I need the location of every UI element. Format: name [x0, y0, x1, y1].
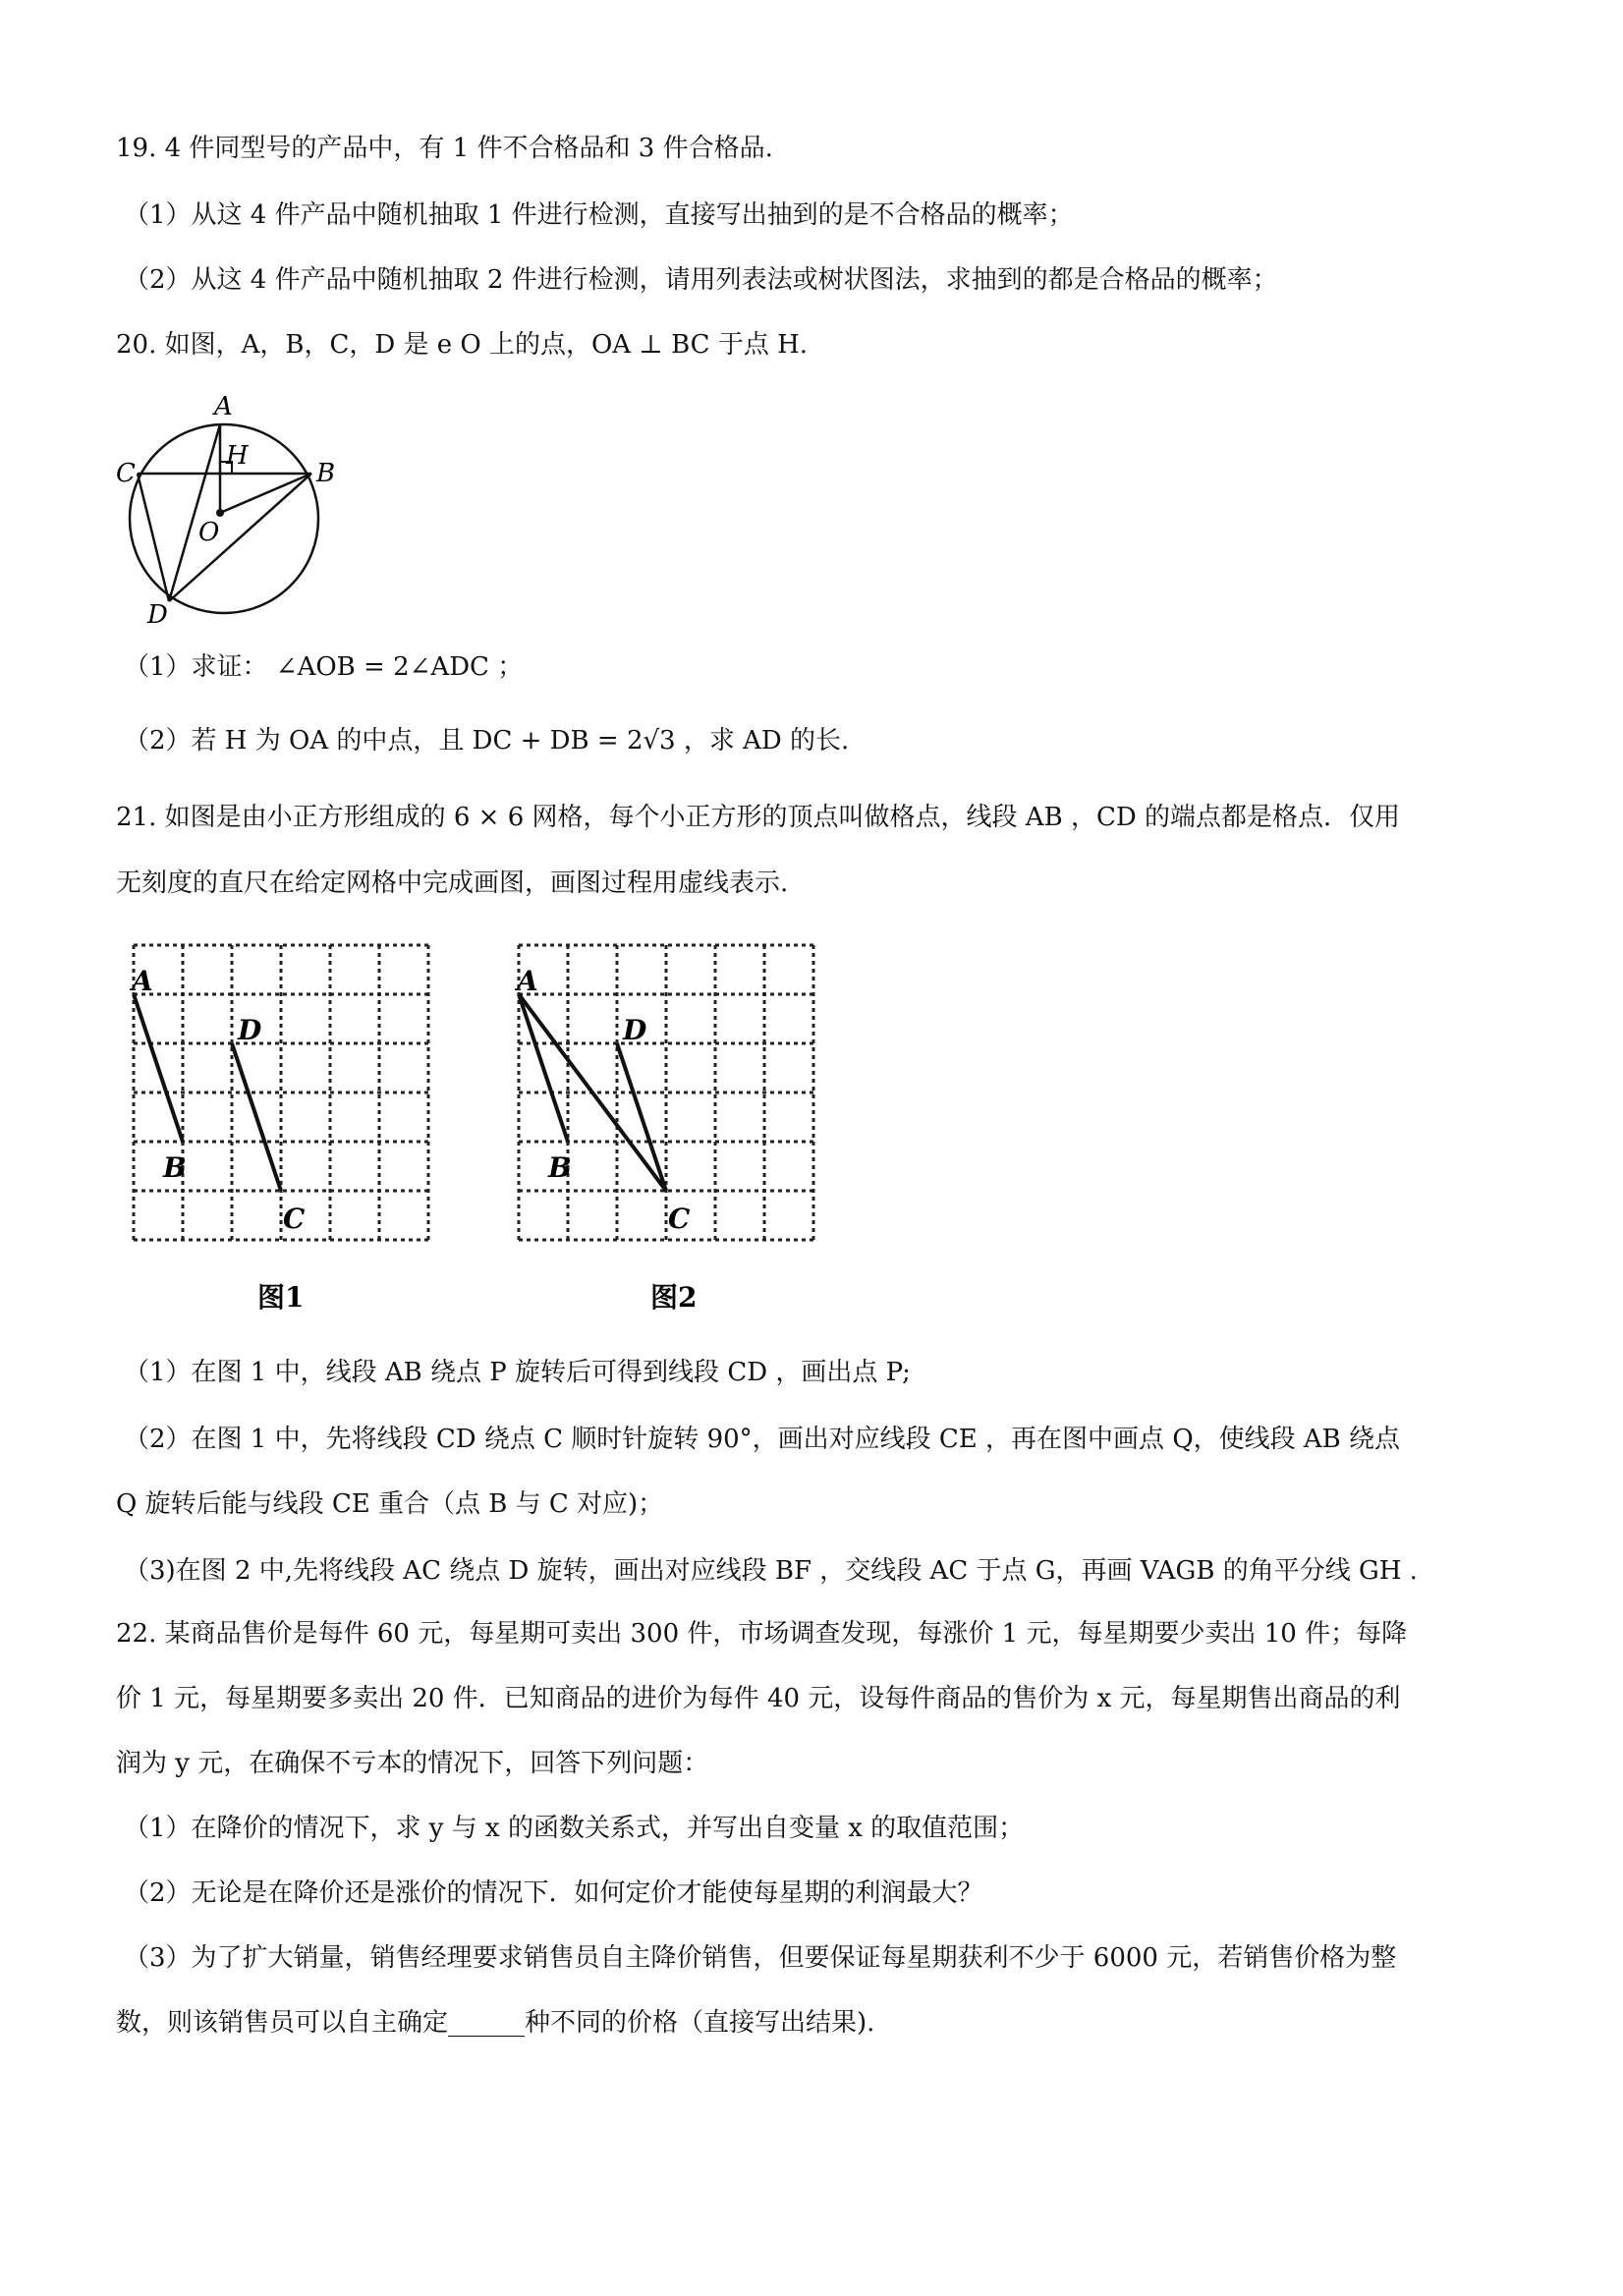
grid2-label-d: D — [623, 1014, 647, 1046]
q22-stem-line1: 22. 某商品售价是每件 60 元，每星期可卖出 300 件，市场调查发现，每涨价 1 元，每星期要少卖出 10 件；每降 — [116, 1619, 1408, 1649]
label-b: B — [316, 459, 336, 488]
label-a: A — [214, 392, 233, 421]
circle-figure — [108, 383, 344, 629]
q22-part3-line2: 数，则该销售员可以自主确定______种不同的价格（直接写出结果). — [116, 2008, 875, 2038]
segment-cd — [232, 1043, 281, 1191]
segment-ob — [220, 474, 311, 513]
q19-stem: 19. 4 件同型号的产品中，有 1 件不合格品和 3 件合格品. — [116, 134, 773, 163]
grid1-label-a: A — [132, 965, 153, 997]
label-h: H — [226, 441, 249, 471]
q21-stem-line1: 21. 如图是由小正方形组成的 6 × 6 网格，每个小正方形的顶点叫做格点，线段 AB ，CD 的端点都是格点．仅用 — [116, 803, 1400, 832]
q21-part3: （3)在图 2 中,先将线段 AC 绕点 D 旋转，画出对应线段 BF ，交线段 AC 于点 G，再画 VAGB 的角平分线 GH . — [124, 1556, 1418, 1586]
grid1-label-b: B — [163, 1151, 187, 1184]
grid2-label-b: B — [548, 1151, 572, 1184]
q21-part2-line2: Q 旋转后能与线段 CE 重合（点 B 与 C 对应)； — [116, 1489, 664, 1519]
q19-part2: （2）从这 4 件产品中随机抽取 2 件进行检测，请用列表法或树状图法，求抽到的都是合格品的概率； — [124, 265, 1278, 295]
grid-figure-1 — [118, 933, 452, 1326]
q21-part2-line1: （2）在图 1 中，先将线段 CD 绕点 C 顺时针旋转 90°，画出对应线段 CE ，再在图中画点 Q，使线段 AB 绕点 — [124, 1425, 1401, 1454]
figure-2-caption: 图2 — [650, 1281, 698, 1314]
segment-cd — [617, 1043, 666, 1191]
q22-stem-line2: 价 1 元，每星期要多卖出 20 件．已知商品的进价为每件 40 元，设每件商品的售价为 x 元，每星期售出商品的利 — [116, 1684, 1401, 1713]
figure-1-caption: 图1 — [257, 1281, 305, 1314]
q20-part2: （2）若 H 为 OA 的中点，且 DC + DB = 2√3 ，求 AD 的长. — [124, 726, 850, 756]
grid1-label-d: D — [238, 1014, 262, 1046]
label-c: C — [116, 459, 136, 488]
grid2-label-c: C — [668, 1203, 691, 1235]
q21-stem-line2: 无刻度的直尺在给定网格中完成画图，画图过程用虚线表示. — [116, 868, 789, 898]
segment-ab — [519, 994, 568, 1142]
label-d: D — [147, 600, 168, 629]
label-o: O — [198, 518, 220, 547]
q22-stem-line3: 润为 y 元，在确保不亏本的情况下，回答下列问题： — [116, 1749, 709, 1778]
segment-ad — [169, 424, 220, 601]
circle-o — [130, 424, 318, 613]
segment-bd — [169, 474, 311, 601]
q20-stem: 20. 如图，A，B，C，D 是 e O 上的点，OA ⊥ BC 于点 H. — [116, 330, 809, 360]
q22-part1: （1）在降价的情况下，求 y 与 x 的函数关系式，并写出自变量 x 的取值范围； — [124, 1814, 1025, 1843]
center-point — [216, 509, 224, 517]
q19-part1: （1）从这 4 件产品中随机抽取 1 件进行检测，直接写出抽到的是不合格品的概率； — [124, 200, 1074, 230]
grid1-label-c: C — [283, 1203, 306, 1235]
q22-part2: （2）无论是在降价还是涨价的情况下．如何定价才能使每星期的利润最大？ — [124, 1878, 983, 1908]
segment-ab — [134, 994, 183, 1142]
q20-part1: （1）求证： ∠AOB = 2∠ADC ； — [124, 652, 524, 682]
q21-part1: （1）在图 1 中，线段 AB 绕点 P 旋转后可得到线段 CD ，画出点 P; — [124, 1358, 911, 1387]
grid2-label-a: A — [517, 965, 538, 997]
q22-part3-line1: （3）为了扩大销量，销售经理要求销售员自主降价销售，但要保证每星期获利不少于 6000 元，若销售价格为整 — [124, 1943, 1397, 1973]
grid-figure-2 — [503, 933, 837, 1326]
